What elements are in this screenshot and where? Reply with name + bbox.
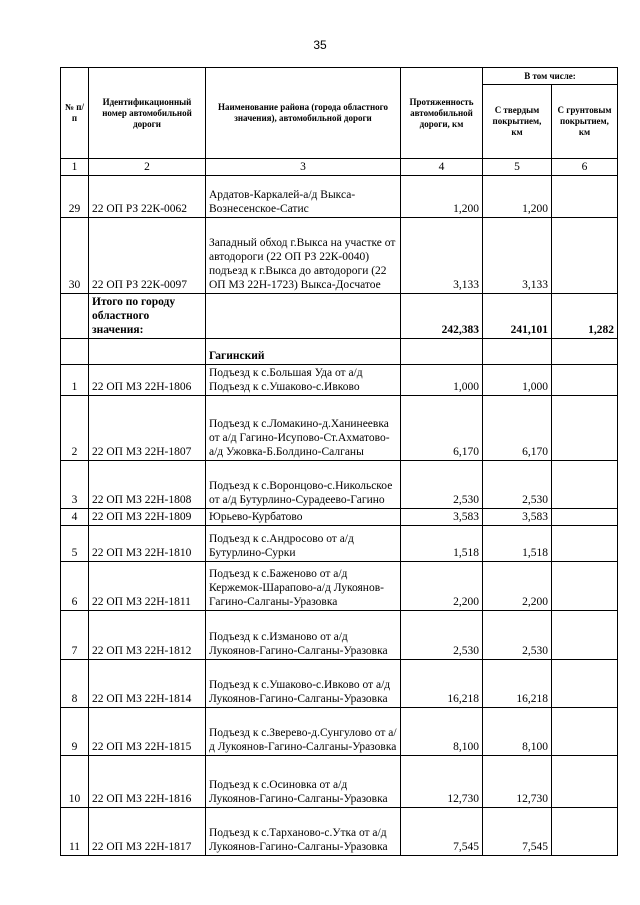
road-length: 3,133 xyxy=(401,218,483,294)
soil-surface xyxy=(552,396,618,461)
table-row xyxy=(61,808,618,856)
road-name: Подъезд к с.Ломакино-д.Ханинеевка от а/д Гагино-Исупово-Ст.Ахматово-а/д Ужовка-Б.Болдино-Салганы xyxy=(206,396,401,461)
row-number: 11 xyxy=(61,808,89,856)
column-number: 1 xyxy=(61,159,89,176)
road-name: Ардатов-Каркалей-а/д Выкса-Вознесенское-Сатис xyxy=(206,176,401,218)
road-length: 16,218 xyxy=(401,660,483,708)
table-row xyxy=(61,509,618,526)
soil-surface xyxy=(552,808,618,856)
hard-surface: 8,100 xyxy=(483,708,552,756)
table-row xyxy=(61,176,618,218)
road-id: 22 ОП МЗ 22Н-1811 xyxy=(89,562,206,611)
road-name: Юрьево-Курбатово xyxy=(206,509,401,526)
total-hard: 241,101 xyxy=(483,294,552,339)
road-length: 1,200 xyxy=(401,176,483,218)
road-length: 7,545 xyxy=(401,808,483,856)
table-row xyxy=(61,461,618,509)
total-row xyxy=(61,294,618,339)
table-row xyxy=(61,660,618,708)
hard-surface: 6,170 xyxy=(483,396,552,461)
hard-surface: 16,218 xyxy=(483,660,552,708)
header-id: Идентификационный номер автомобильной дороги xyxy=(89,68,206,159)
road-length: 8,100 xyxy=(401,708,483,756)
road-length: 1,518 xyxy=(401,526,483,562)
row-number: 7 xyxy=(61,611,89,660)
row-number: 4 xyxy=(61,509,89,526)
column-number: 6 xyxy=(552,159,618,176)
road-id: 22 ОП МЗ 22Н-1817 xyxy=(89,808,206,856)
road-length: 1,000 xyxy=(401,365,483,396)
soil-surface xyxy=(552,509,618,526)
row-number: 6 xyxy=(61,562,89,611)
column-number: 5 xyxy=(483,159,552,176)
road-name: Западный обход г.Выкса на участке от автодороги (22 ОП РЗ 22К-0040) подъезд к г.Выкса до автодороги (22 ОП МЗ 22Н-1723) Выкса-Досчатое xyxy=(206,218,401,294)
row-number: 8 xyxy=(61,660,89,708)
row-number: 9 xyxy=(61,708,89,756)
road-id: 22 ОП МЗ 22Н-1807 xyxy=(89,396,206,461)
soil-surface xyxy=(552,708,618,756)
road-id: 22 ОП РЗ 22К-0097 xyxy=(89,218,206,294)
column-number: 2 xyxy=(89,159,206,176)
road-name: Подъезд к с.Осиновка от а/д Лукоянов-Гагино-Салганы-Уразовка xyxy=(206,756,401,808)
road-name: Подъезд к с.Ушаково-с.Ивково от а/д Лукоянов-Гагино-Салганы-Уразовка xyxy=(206,660,401,708)
soil-surface xyxy=(552,218,618,294)
road-id: 22 ОП МЗ 22Н-1806 xyxy=(89,365,206,396)
soil-surface xyxy=(552,176,618,218)
road-length: 2,200 xyxy=(401,562,483,611)
table-row xyxy=(61,218,618,294)
district-name: Гагинский xyxy=(206,339,401,365)
soil-surface xyxy=(552,461,618,509)
road-id: 22 ОП МЗ 22Н-1814 xyxy=(89,660,206,708)
road-name: Подъезд к с.Баженово от а/д Кержемок-Шарапово-а/д Лукоянов-Гагино-Салганы-Уразовка xyxy=(206,562,401,611)
hard-surface: 1,200 xyxy=(483,176,552,218)
row-number: 2 xyxy=(61,396,89,461)
road-length: 3,583 xyxy=(401,509,483,526)
table-row xyxy=(61,526,618,562)
hard-surface: 1,518 xyxy=(483,526,552,562)
soil-surface xyxy=(552,611,618,660)
road-id: 22 ОП МЗ 22Н-1816 xyxy=(89,756,206,808)
total-soil: 1,282 xyxy=(552,294,618,339)
soil-surface xyxy=(552,526,618,562)
header-row-top xyxy=(61,68,618,85)
soil-surface xyxy=(552,365,618,396)
column-number: 3 xyxy=(206,159,401,176)
header-no: № п/п xyxy=(61,68,89,159)
road-length: 6,170 xyxy=(401,396,483,461)
row-number: 29 xyxy=(61,176,89,218)
road-name: Подъезд к с.Тарханово-с.Утка от а/д Лукоянов-Гагино-Салганы-Уразовка xyxy=(206,808,401,856)
hard-surface: 2,200 xyxy=(483,562,552,611)
hard-surface: 12,730 xyxy=(483,756,552,808)
road-length: 2,530 xyxy=(401,611,483,660)
table-row xyxy=(61,562,618,611)
road-length: 2,530 xyxy=(401,461,483,509)
header-soil: С грунтовым покрытием, км xyxy=(552,85,618,159)
road-name: Подъезд к с.Большая Уда от а/д Подъезд к с.Ушаково-с.Ивково xyxy=(206,365,401,396)
page-number: 35 xyxy=(313,38,327,52)
hard-surface: 2,530 xyxy=(483,461,552,509)
table-row xyxy=(61,611,618,660)
road-id: 22 ОП РЗ 22К-0062 xyxy=(89,176,206,218)
soil-surface xyxy=(552,660,618,708)
road-name: Подъезд к с.Зверево-д.Сунгулово от а/д Лукоянов-Гагино-Салганы-Уразовка xyxy=(206,708,401,756)
section-row xyxy=(61,339,618,365)
road-id: 22 ОП МЗ 22Н-1815 xyxy=(89,708,206,756)
header-hard: С твердым покрытием, км xyxy=(483,85,552,159)
table-row xyxy=(61,756,618,808)
hard-surface: 3,583 xyxy=(483,509,552,526)
hard-surface: 3,133 xyxy=(483,218,552,294)
road-id: 22 ОП МЗ 22Н-1808 xyxy=(89,461,206,509)
header-name: Наименование района (города областного значения), автомобильной дороги xyxy=(206,68,401,159)
road-id: 22 ОП МЗ 22Н-1810 xyxy=(89,526,206,562)
road-length: 12,730 xyxy=(401,756,483,808)
row-number: 5 xyxy=(61,526,89,562)
hard-surface: 7,545 xyxy=(483,808,552,856)
row-number: 3 xyxy=(61,461,89,509)
total-length: 242,383 xyxy=(401,294,483,339)
hard-surface: 2,530 xyxy=(483,611,552,660)
soil-surface xyxy=(552,562,618,611)
road-name: Подъезд к с.Андросово от а/д Бутурлино-Сурки xyxy=(206,526,401,562)
column-number-row xyxy=(61,159,618,176)
road-id: 22 ОП МЗ 22Н-1809 xyxy=(89,509,206,526)
roads-table xyxy=(60,67,618,856)
header-including: В том числе: xyxy=(483,68,618,85)
road-name: Подъезд к с.Воронцово-с.Никольское от а/д Бутурлино-Сурадеево-Гагино xyxy=(206,461,401,509)
road-id: 22 ОП МЗ 22Н-1812 xyxy=(89,611,206,660)
row-number: 10 xyxy=(61,756,89,808)
table-row xyxy=(61,708,618,756)
row-number: 30 xyxy=(61,218,89,294)
row-number: 1 xyxy=(61,365,89,396)
soil-surface xyxy=(552,756,618,808)
table-row xyxy=(61,365,618,396)
hard-surface: 1,000 xyxy=(483,365,552,396)
road-name: Подъезд к с.Изманово от а/д Лукоянов-Гагино-Салганы-Уразовка xyxy=(206,611,401,660)
table-row xyxy=(61,396,618,461)
total-label: Итого по городу областного значения: xyxy=(89,294,206,339)
column-number: 4 xyxy=(401,159,483,176)
header-length: Протяженность автомобильной дороги, км xyxy=(401,68,483,159)
